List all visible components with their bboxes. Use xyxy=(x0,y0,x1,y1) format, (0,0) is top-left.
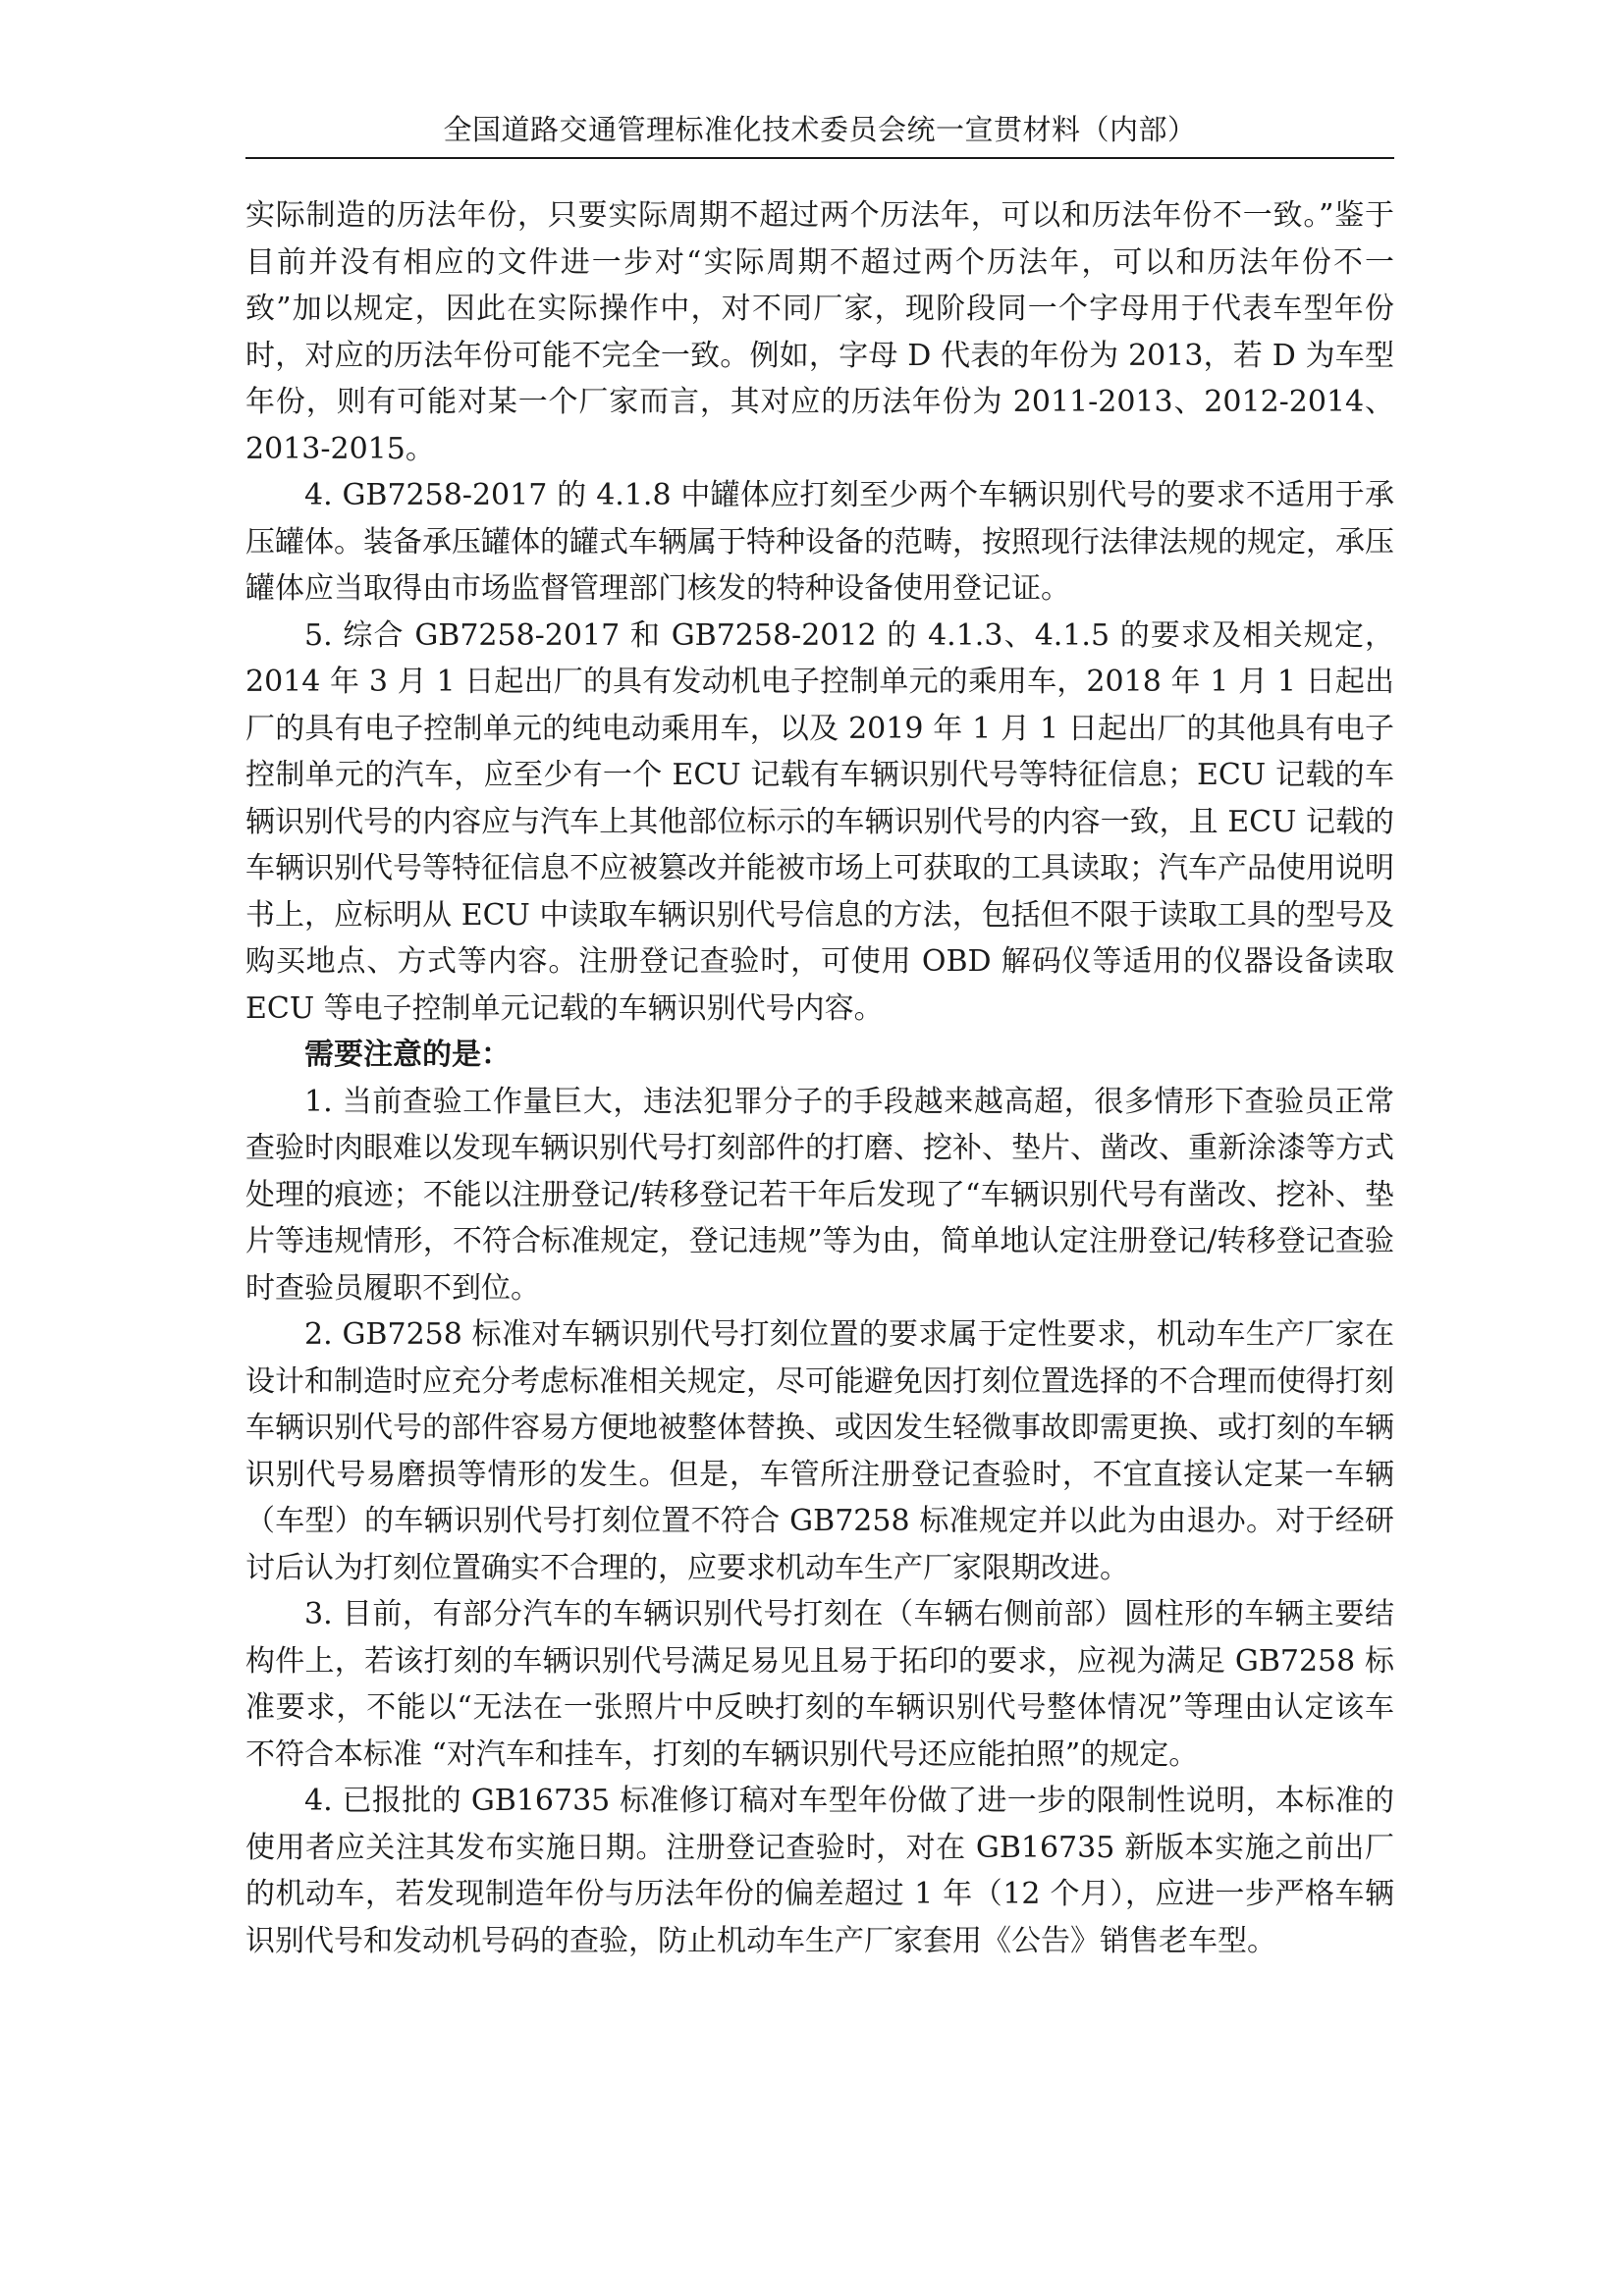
notice-item-4: 4. 已报批的 GB16735 标准修订稿对车型年份做了进一步的限制性说明，本标准的使用者应关注其发布实施日期。注册登记查验时，对在 GB16735 新版本实施之前出厂的机动车，若发现制造年份与历法年份的偏差超过 1 年（12 个月），应进一步严格车辆识别代号和发动机号码的查验，防止机动车生产厂家套用《公告》销售老车型。 xyxy=(245,1784,1394,1958)
page-header xyxy=(245,110,1394,159)
paragraph-continuation: 实际制造的历法年份，只要实际周期不超过两个历法年，可以和历法年份不一致。”鉴于目前并没有相应的文件进一步对“实际周期不超过两个历法年，可以和历法年份不一致”加以规定，因此在实际操作中，对不同厂家，现阶段同一个字母用于代表车型年份时，对应的历法年份可能不完全一致。例如，字母 D 代表的年份为 2013，若 D 为车型年份，则有可能对某一个厂家而言，其对应的历法年份为 2011-2013、2012-2014、2013-2015。 xyxy=(245,198,1394,466)
paragraph-item-4: 4. GB7258-2017 的 4.1.8 中罐体应打刻至少两个车辆识别代号的要求不适用于承压罐体。装备承压罐体的罐式车辆属于特种设备的范畴，按照现行法律法规的规定，承压罐体应当取得由市场监督管理部门核发的特种设备使用登记证。 xyxy=(245,478,1394,606)
paragraph-item-5: 5. 综合 GB7258-2017 和 GB7258-2012 的 4.1.3、4.1.5 的要求及相关规定，2014 年 3 月 1 日起出厂的具有发动机电子控制单元的乘用车，2018 年 1 月 1 日起出厂的具有电子控制单元的纯电动乘用车，以及 2019 年 1 月 1 日起出厂的其他具有电子控制单元的汽车，应至少有一个 ECU 记载有车辆识别代号等特征信息；ECU 记载的车辆识别代号的内容应与汽车上其他部位标示的车辆识别代号的内容一致，且 ECU 记载的车辆识别代号等特征信息不应被篡改并能被市场上可获取的工具读取；汽车产品使用说明书上，应标明从 ECU 中读取车辆识别代号信息的方法，包括但不限于读取工具的型号及购买地点、方式等内容。注册登记查验时，可使用 OBD 解码仪等适用的仪器设备读取 ECU 等电子控制单元记载的车辆识别代号内容。 xyxy=(245,617,1394,1026)
notice-item-3: 3. 目前，有部分汽车的车辆识别代号打刻在（车辆右侧前部）圆柱形的车辆主要结构件上，若该打刻的车辆识别代号满足易见且易于拓印的要求，应视为满足 GB7258 标准要求，不能以“无法在一张照片中反映打刻的车辆识别代号整体情况”等理由认定该车不符合本标准 “对汽车和挂车，打刻的车辆识别代号还应能拍照”的规定。 xyxy=(245,1597,1394,1772)
notice-item-2: 2. GB7258 标准对车辆识别代号打刻位置的要求属于定性要求，机动车生产厂家在设计和制造时应充分考虑标准相关规定，尽可能避免因打刻位置选择的不合理而使得打刻车辆识别代号的部件容易方便地被整体替换、或因发生轻微事故即需更换、或打刻的车辆识别代号易磨损等情形的发生。但是，车管所注册登记查验时，不宜直接认定某一车辆（车型）的车辆识别代号打刻位置不符合 GB7258 标准规定并以此为由退办。对于经研讨后认为打刻位置确实不合理的，应要求机动车生产厂家限期改进。 xyxy=(245,1317,1394,1585)
notice-heading: 需要注意的是： xyxy=(304,1038,511,1072)
header-title: 全国道路交通管理标准化技术委员会统一宣贯材料（内部） xyxy=(443,113,1197,146)
document-body xyxy=(245,192,1394,1964)
notice-item-1: 1. 当前查验工作量巨大，违法犯罪分子的手段越来越高超，很多情形下查验员正常查验时肉眼难以发现车辆识别代号打刻部件的打磨、挖补、垫片、凿改、重新涂漆等方式处理的痕迹；不能以注册登记/转移登记若干年后发现了“车辆识别代号有凿改、挖补、垫片等违规情形，不符合标准规定，登记违规”等为由，简单地认定注册登记/转移登记查验时查验员履职不到位。 xyxy=(245,1084,1394,1306)
